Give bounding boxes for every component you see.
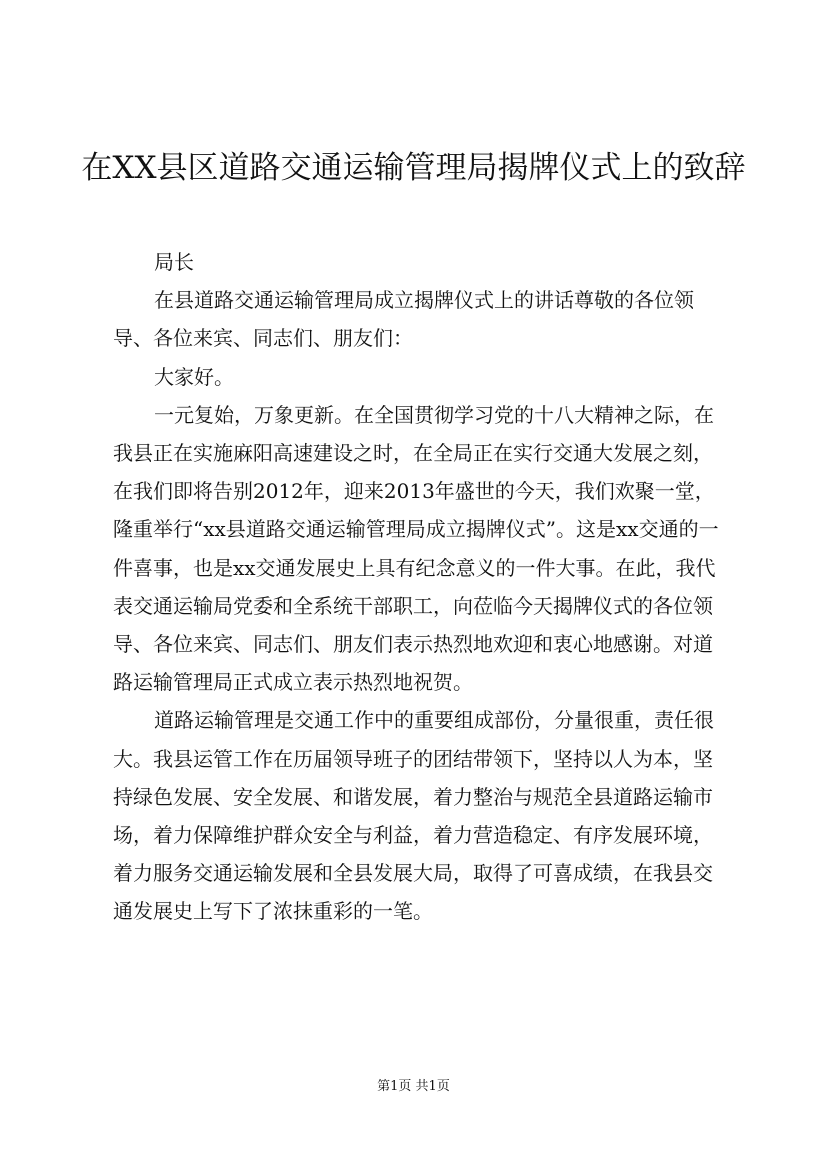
paragraph-heading: 在县道路交通运输管理局成立揭牌仪式上的讲话尊敬的各位领导、各位来宾、同志们、朋友们： xyxy=(113,288,694,351)
document-title: 在XX县区道路交通运输管理局揭牌仪式上的致辞 xyxy=(81,150,746,186)
paragraph-body-1: 一元复始，万象更新。在全国贯彻学习党的十八大精神之际，在我县正在实施麻阳高速建设之时，在全局正在实行交通大发展之刻，在我们即将告别2012年，迎来2013年盛世的今天，我们欢聚一堂，隆重举行“xx县道路交通运输管理局成立揭牌仪式”。这是xx交通的一件喜事，也是xx交通发展史上具有纪念意义的一件大事。在此，我代表交通运输局党委和全系统干部职工，向莅临今天揭牌仪式的各位领导、各位来宾、同志们、朋友们表示热烈地欢迎和衷心地感谢。对道路运输管理局正式成立表示热烈地祝贺。 xyxy=(113,402,719,695)
paragraph-greeting: 大家好。 xyxy=(154,364,234,389)
document-body xyxy=(113,243,725,931)
paragraph-speaker: 局长 xyxy=(154,250,194,274)
page-number: 第1页 共1页 xyxy=(377,1079,450,1094)
paragraph-body-2: 道路运输管理是交通工作中的重要组成部份，分量很重，责任很大。我县运管工作在历届领导班子的团结带领下，坚持以人为本，坚持绿色发展、安全发展、和谐发展，着力整治与规范全县道路运输市场，着力保障维护群众安全与利益，着力营造稳定、有序发展环境，着力服务交通运输发展和全县发展大局，取得了可喜成绩，在我县交通发展史上写下了浓抹重彩的一笔。 xyxy=(113,708,714,924)
